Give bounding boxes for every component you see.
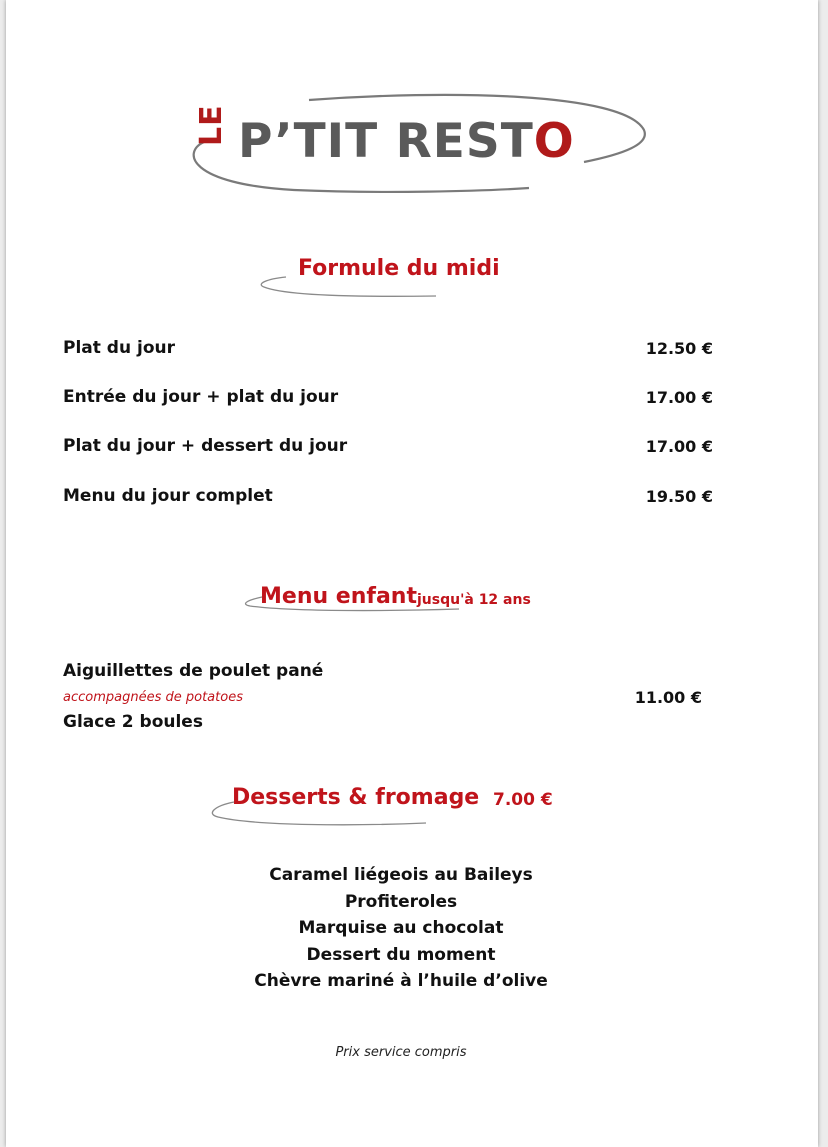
menu-item-name: Plat du jour <box>63 338 175 358</box>
dessert-item: Dessert du moment <box>306 944 496 965</box>
menu-page <box>6 0 818 1147</box>
logo-name <box>238 114 575 169</box>
menu-item-row <box>63 486 713 510</box>
kids-item-main: Aiguillettes de poulet pané <box>63 661 324 681</box>
logo-name-red-o: O <box>533 114 575 169</box>
logo-le-text: LE <box>194 104 229 146</box>
menu-item-price: 17.00 € <box>645 437 713 456</box>
dessert-item: Marquise au chocolat <box>298 918 504 938</box>
kids-item-note: accompagnées de potatoes <box>63 690 243 705</box>
dessert-item: Profiteroles <box>344 891 458 912</box>
section-title-formule: Formule du midi <box>298 256 500 281</box>
menu-item-row <box>63 436 713 460</box>
desserts-price: 7.00 € <box>493 790 553 810</box>
dessert-item: Caramel liégeois au Baileys <box>269 865 533 885</box>
kids-item-dessert: Glace 2 boules <box>63 712 203 732</box>
section-title-desserts: Desserts & fromage <box>232 785 480 810</box>
footer-note: Prix service compris <box>335 1045 467 1060</box>
menu-item-name: Plat du jour + dessert du jour <box>63 436 348 456</box>
section-subtitle-enfant: jusqu'à 12 ans <box>417 592 531 608</box>
restaurant-logo <box>184 92 654 202</box>
menu-item-row <box>63 387 713 411</box>
dessert-list <box>6 862 796 995</box>
menu-item-price: 17.00 € <box>645 388 713 407</box>
kids-menu-price: 11.00 € <box>634 688 702 707</box>
dessert-item: Chèvre mariné à l’huile d’olive <box>254 971 548 991</box>
menu-item-name: Entrée du jour + plat du jour <box>63 387 339 407</box>
menu-item-price: 12.50 € <box>645 339 713 358</box>
section-title-enfant: Menu enfant <box>260 584 417 609</box>
menu-item-name: Menu du jour complet <box>63 486 273 506</box>
logo-name-main: P’TIT REST <box>238 114 534 169</box>
menu-item-row <box>63 338 713 362</box>
menu-item-price: 19.50 € <box>645 487 713 506</box>
